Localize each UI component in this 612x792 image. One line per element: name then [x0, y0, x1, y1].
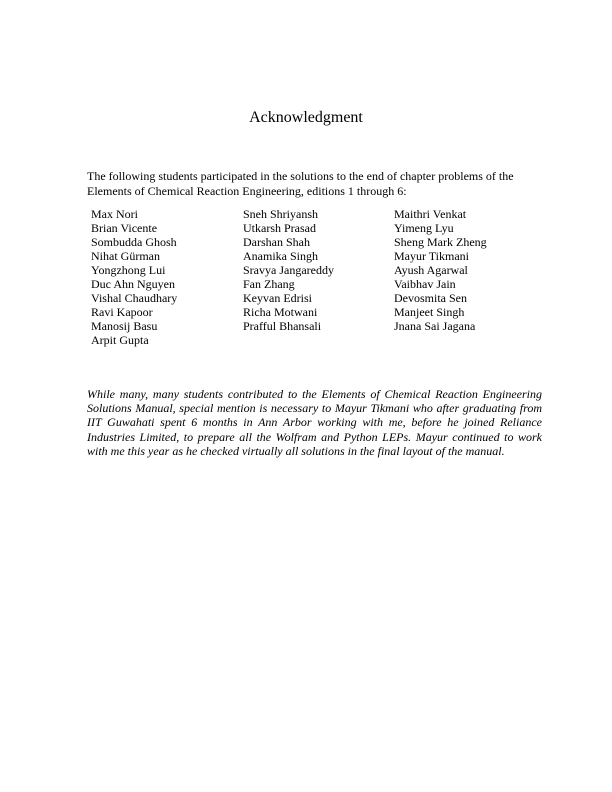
student-name: Fan Zhang: [243, 277, 295, 291]
student-name: Manosij Basu: [91, 319, 158, 333]
student-name: Maithri Venkat: [394, 207, 467, 221]
student-list: [91, 207, 551, 347]
student-name: Sheng Mark Zheng: [394, 235, 487, 249]
student-name: Anamika Singh: [243, 249, 318, 263]
student-name: Keyvan Edrisi: [243, 291, 312, 305]
student-name: Utkarsh Prasad: [243, 221, 316, 235]
special-mention-paragraph: While many, many students contributed to the Elements of Chemical Reaction Engineering Solutions Manual, special mention is necessary to Mayur Tikmani who after graduating from IIT Guwahati spent 6 months in Ann Arbor working with me, before he joined Reliance Industries Limited, to prepare all the Wolfram and Python LEPs. Mayur continued to work with me this year as he checked virtually all solutions in the final layout of the manual.: [87, 387, 542, 458]
student-name: Devosmita Sen: [394, 291, 467, 305]
student-name: Richa Motwani: [243, 305, 318, 319]
student-name: Mayur Tikmani: [394, 249, 470, 263]
student-name: Sombudda Ghosh: [91, 235, 177, 249]
student-name: Jnana Sai Jagana: [394, 319, 476, 333]
student-column-3: [394, 207, 544, 347]
student-name: Duc Ahn Nguyen: [91, 277, 175, 291]
student-name: Sneh Shriyansh: [243, 207, 318, 221]
student-column-1: [91, 207, 243, 347]
student-name: Yongzhong Lui: [91, 263, 166, 277]
intro-paragraph: The following students participated in the solutions to the end of chapter problems of the Elements of Chemical Reaction Engineering, editions 1 through 6:: [87, 169, 514, 198]
student-column-2: [243, 207, 394, 347]
student-name: Nihat Gürman: [91, 249, 160, 263]
page-title: Acknowledgment: [249, 109, 363, 126]
student-name: Manjeet Singh: [394, 305, 465, 319]
student-name: Prafful Bhansali: [243, 319, 322, 333]
student-name: Yimeng Lyu: [394, 221, 454, 235]
student-name: Ayush Agarwal: [394, 263, 468, 277]
student-name: Sravya Jangareddy: [243, 263, 334, 277]
student-name: Ravi Kapoor: [91, 305, 153, 319]
student-name: Max Nori: [91, 207, 138, 221]
student-name: Brian Vicente: [91, 221, 158, 235]
student-name: Vaibhav Jain: [394, 277, 456, 291]
student-name: Arpit Gupta: [91, 333, 149, 347]
student-name: Vishal Chaudhary: [91, 291, 178, 305]
student-name: Darshan Shah: [243, 235, 310, 249]
